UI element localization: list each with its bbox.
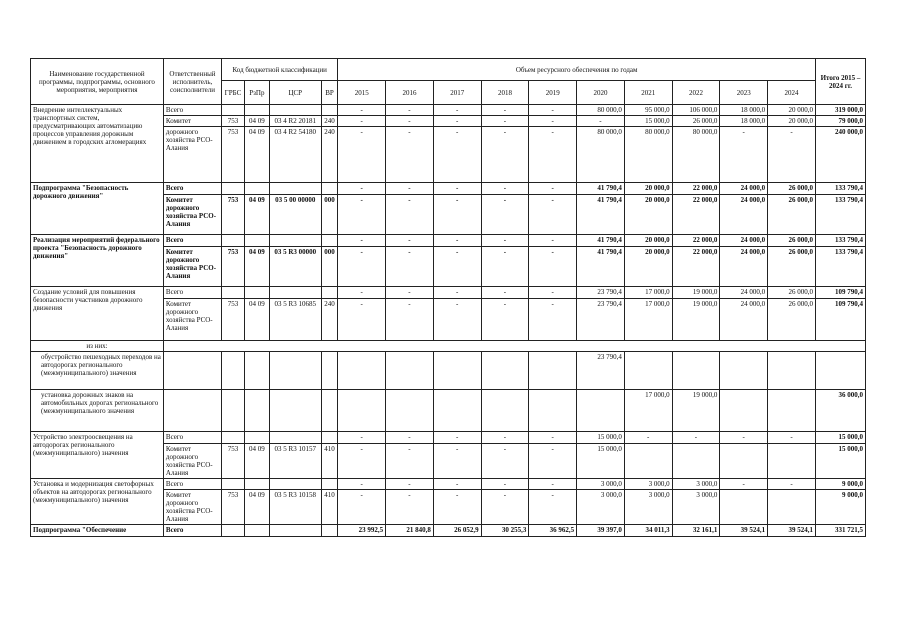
row-value-2016: - (386, 183, 434, 195)
row-value-2015: - (338, 127, 386, 183)
row-value-2019 (529, 390, 577, 432)
row-value-2016: - (386, 444, 434, 479)
row-value-2024 (768, 352, 816, 390)
budget-table (30, 58, 866, 537)
row-grbs (222, 287, 245, 299)
row-value-2023: - (720, 127, 768, 183)
row-csr (269, 479, 321, 490)
row-value-2018: - (481, 183, 529, 195)
row-value-2016: 21 840,8 (386, 525, 434, 537)
row-value-2015: - (338, 195, 386, 235)
row-value-2015: - (338, 444, 386, 479)
row-value-2022: 22 000,0 (672, 247, 720, 287)
row-value-2015 (338, 390, 386, 432)
row-rzpr (244, 432, 269, 444)
row-value-2018: - (481, 116, 529, 127)
row-value-2019: - (529, 287, 577, 299)
row-value-2019: - (529, 235, 577, 247)
row-value-2019 (529, 352, 577, 390)
note-row (31, 341, 866, 352)
row-name: Устройство электроосвещения на автодорогах регионального (межмуниципального) значения (31, 432, 164, 479)
row-csr (269, 235, 321, 247)
header-codes: Код бюджетной классификации (222, 59, 338, 81)
row-grbs (222, 525, 245, 537)
row-name: обустройство пешеходных переходов на автодорогах регионального (межмуниципального) значения (31, 352, 164, 390)
row-value-2023 (720, 490, 768, 525)
row-csr: 03 5 00 00000 (269, 195, 321, 235)
row-total: 240 000,0 (815, 127, 865, 183)
row-value-2017: - (433, 247, 481, 287)
row-total: 15 000,0 (815, 432, 865, 444)
row-grbs: 753 (222, 247, 245, 287)
table-row (31, 287, 866, 299)
row-value-2019: - (529, 479, 577, 490)
header-responsible: Ответственный исполнитель, соисполнители (163, 59, 221, 105)
header-volume: Объем ресурсного обеспечения по годам (338, 59, 816, 81)
row-value-2021: - (624, 432, 672, 444)
row-name: Реализация мероприятий федерального проекта "Безопасность дорожного движения" (31, 235, 164, 287)
row-value-2019: - (529, 183, 577, 195)
row-grbs (222, 390, 245, 432)
row-value-2020: 41 790,4 (577, 195, 625, 235)
row-vr: 000 (321, 247, 338, 287)
table-row (31, 525, 866, 537)
row-value-2021 (624, 352, 672, 390)
row-value-2015: - (338, 235, 386, 247)
row-value-2017: - (433, 105, 481, 116)
row-value-2017: - (433, 183, 481, 195)
row-grbs: 753 (222, 116, 245, 127)
row-value-2022: 19 000,0 (672, 287, 720, 299)
row-value-2022: 3 000,0 (672, 479, 720, 490)
row-grbs: 753 (222, 195, 245, 235)
row-value-2022: 80 000,0 (672, 127, 720, 183)
row-vr: 000 (321, 195, 338, 235)
row-vr (321, 235, 338, 247)
header-year-1: 2016 (386, 81, 434, 105)
row-vr: 240 (321, 116, 338, 127)
row-csr (269, 525, 321, 537)
header-code-3: ВР (321, 81, 338, 105)
row-vr (321, 432, 338, 444)
row-total: 109 790,4 (815, 287, 865, 299)
row-grbs (222, 105, 245, 116)
row-value-2016 (386, 352, 434, 390)
row-value-2024: - (768, 479, 816, 490)
row-value-2017: - (433, 287, 481, 299)
row-value-2022: 26 000,0 (672, 116, 720, 127)
row-value-2016: - (386, 299, 434, 341)
row-total: 9 000,0 (815, 479, 865, 490)
row-value-2024: 26 000,0 (768, 287, 816, 299)
row-vr (321, 183, 338, 195)
row-value-2022: 19 000,0 (672, 390, 720, 432)
row-total: 79 000,0 (815, 116, 865, 127)
header-year-9: 2024 (768, 81, 816, 105)
row-vr (321, 287, 338, 299)
row-responsible: Всего (163, 432, 221, 444)
row-total: 133 790,4 (815, 247, 865, 287)
row-value-2024: - (768, 432, 816, 444)
row-vr (321, 390, 338, 432)
row-value-2015 (338, 352, 386, 390)
row-value-2015: - (338, 183, 386, 195)
row-value-2023: 18 000,0 (720, 116, 768, 127)
header-code-0: ГРБС (222, 81, 245, 105)
header-year-4: 2019 (529, 81, 577, 105)
row-rzpr (244, 479, 269, 490)
row-value-2017: - (433, 432, 481, 444)
row-value-2018: 30 255,3 (481, 525, 529, 537)
row-value-2016: - (386, 247, 434, 287)
row-grbs (222, 479, 245, 490)
budget-table-sheet (30, 58, 866, 537)
header-year-2: 2017 (433, 81, 481, 105)
row-value-2016: - (386, 432, 434, 444)
row-value-2019: - (529, 247, 577, 287)
row-csr: 03 5 R3 10685 (269, 299, 321, 341)
row-value-2021: 34 011,3 (624, 525, 672, 537)
row-value-2023: 24 000,0 (720, 287, 768, 299)
row-value-2022: 22 000,0 (672, 183, 720, 195)
row-name: Создание условий для повышения безопасности участников дорожного движения (31, 287, 164, 341)
row-vr (321, 525, 338, 537)
row-responsible (163, 390, 221, 432)
row-vr: 240 (321, 299, 338, 341)
row-value-2018: - (481, 247, 529, 287)
row-value-2022 (672, 444, 720, 479)
row-value-2020: 39 397,0 (577, 525, 625, 537)
row-value-2021: 17 000,0 (624, 390, 672, 432)
row-value-2021: 3 000,0 (624, 490, 672, 525)
header-year-7: 2022 (672, 81, 720, 105)
table-row (31, 235, 866, 247)
row-rzpr: 04 09 (244, 116, 269, 127)
row-value-2016: - (386, 287, 434, 299)
row-value-2021: 17 000,0 (624, 299, 672, 341)
row-rzpr (244, 352, 269, 390)
table-row (31, 105, 866, 116)
row-responsible: Всего (163, 235, 221, 247)
row-value-2024: 26 000,0 (768, 247, 816, 287)
row-value-2016: - (386, 195, 434, 235)
row-responsible: Комитет (163, 116, 221, 127)
row-value-2023: 24 000,0 (720, 235, 768, 247)
row-value-2021: 17 000,0 (624, 287, 672, 299)
row-value-2019: - (529, 116, 577, 127)
row-value-2015: - (338, 432, 386, 444)
row-value-2017: - (433, 479, 481, 490)
row-rzpr (244, 287, 269, 299)
row-value-2018: - (481, 479, 529, 490)
row-value-2019: - (529, 490, 577, 525)
row-value-2017: - (433, 116, 481, 127)
row-grbs (222, 183, 245, 195)
row-total: 331 721,5 (815, 525, 865, 537)
row-rzpr: 04 09 (244, 444, 269, 479)
row-rzpr (244, 183, 269, 195)
row-vr (321, 105, 338, 116)
row-rzpr: 04 09 (244, 490, 269, 525)
row-total: 133 790,4 (815, 235, 865, 247)
row-responsible: Всего (163, 287, 221, 299)
row-value-2023: - (720, 479, 768, 490)
header-total: Итого 2015 – 2024 гг. (815, 59, 865, 105)
row-value-2024: 39 524,1 (768, 525, 816, 537)
row-rzpr: 04 09 (244, 195, 269, 235)
row-value-2024: 26 000,0 (768, 235, 816, 247)
table-row (31, 479, 866, 490)
row-responsible: дорожного хозяйства РСО-Алания (163, 127, 221, 183)
row-value-2024: - (768, 127, 816, 183)
row-value-2016: - (386, 127, 434, 183)
row-value-2020: 23 790,4 (577, 352, 625, 390)
row-value-2021: 95 000,0 (624, 105, 672, 116)
row-value-2018: - (481, 195, 529, 235)
row-grbs: 753 (222, 444, 245, 479)
row-value-2015: - (338, 287, 386, 299)
row-value-2019: - (529, 195, 577, 235)
row-total: 109 790,4 (815, 299, 865, 341)
row-value-2016: - (386, 490, 434, 525)
row-value-2018: - (481, 444, 529, 479)
row-responsible: Комитет дорожного хозяйства РСО-Алания (163, 299, 221, 341)
row-value-2023: 18 000,0 (720, 105, 768, 116)
row-csr (269, 352, 321, 390)
row-value-2018: - (481, 490, 529, 525)
row-total: 319 000,0 (815, 105, 865, 116)
row-value-2024: 26 000,0 (768, 195, 816, 235)
row-value-2019: 36 962,5 (529, 525, 577, 537)
row-csr (269, 287, 321, 299)
row-total: 133 790,4 (815, 183, 865, 195)
row-value-2024: 26 000,0 (768, 299, 816, 341)
header-year-8: 2023 (720, 81, 768, 105)
row-value-2023: 24 000,0 (720, 247, 768, 287)
row-name: Установка и модернизация светофорных объектов на автодорогах регионального (межмуниципального) значения (31, 479, 164, 525)
row-total: 133 790,4 (815, 195, 865, 235)
row-value-2021: 20 000,0 (624, 235, 672, 247)
row-value-2016: - (386, 116, 434, 127)
row-name: Подпрограмма "Безопасность дорожного движения" (31, 183, 164, 235)
row-value-2015: - (338, 247, 386, 287)
row-value-2017 (433, 390, 481, 432)
row-csr (269, 183, 321, 195)
row-rzpr (244, 525, 269, 537)
row-value-2020: 15 000,0 (577, 444, 625, 479)
row-responsible: Комитет дорожного хозяйства РСО-Алания (163, 247, 221, 287)
row-vr (321, 352, 338, 390)
row-rzpr: 04 09 (244, 299, 269, 341)
row-value-2021 (624, 444, 672, 479)
row-value-2022: 19 000,0 (672, 299, 720, 341)
row-grbs (222, 352, 245, 390)
row-responsible: Комитет дорожного хозяйства РСО-Алания (163, 444, 221, 479)
row-vr: 410 (321, 490, 338, 525)
row-total: 9 000,0 (815, 490, 865, 525)
header-year-0: 2015 (338, 81, 386, 105)
row-value-2016: - (386, 105, 434, 116)
row-value-2016: - (386, 479, 434, 490)
row-value-2016: - (386, 235, 434, 247)
row-value-2023: - (720, 432, 768, 444)
row-value-2021: 3 000,0 (624, 479, 672, 490)
table-row (31, 183, 866, 195)
row-responsible: Всего (163, 525, 221, 537)
table-row (31, 390, 866, 432)
header-year-3: 2018 (481, 81, 529, 105)
row-value-2020: 3 000,0 (577, 479, 625, 490)
row-responsible (163, 352, 221, 390)
row-value-2018: - (481, 235, 529, 247)
header-name: Наименование государственной программы, подпрограммы, основного мероприятия, мероприятия (31, 59, 164, 105)
row-value-2017: - (433, 299, 481, 341)
row-name: установка дорожных знаков на автомобильных дорогах регионального (межмуниципального значения (31, 390, 164, 432)
row-value-2023: 24 000,0 (720, 299, 768, 341)
row-value-2019: - (529, 444, 577, 479)
row-value-2023: 24 000,0 (720, 183, 768, 195)
row-value-2022: 3 000,0 (672, 490, 720, 525)
header-code-2: ЦСР (269, 81, 321, 105)
row-value-2018: - (481, 105, 529, 116)
row-value-2015: - (338, 105, 386, 116)
row-rzpr (244, 235, 269, 247)
row-value-2018: - (481, 127, 529, 183)
row-value-2021: 20 000,0 (624, 183, 672, 195)
row-value-2024: 20 000,0 (768, 116, 816, 127)
row-value-2023: 24 000,0 (720, 195, 768, 235)
row-value-2023 (720, 390, 768, 432)
row-value-2022: 22 000,0 (672, 195, 720, 235)
row-value-2022 (672, 352, 720, 390)
row-csr: 03 4 R2 20181 (269, 116, 321, 127)
row-value-2024 (768, 490, 816, 525)
row-responsible: Всего (163, 105, 221, 116)
row-grbs (222, 432, 245, 444)
row-value-2024: 20 000,0 (768, 105, 816, 116)
row-value-2021: 20 000,0 (624, 247, 672, 287)
row-value-2023 (720, 444, 768, 479)
row-value-2020: 41 790,4 (577, 247, 625, 287)
row-value-2017: - (433, 235, 481, 247)
row-vr (321, 479, 338, 490)
row-rzpr (244, 390, 269, 432)
row-grbs: 753 (222, 127, 245, 183)
row-value-2015: - (338, 490, 386, 525)
row-responsible: Всего (163, 183, 221, 195)
row-rzpr (244, 105, 269, 116)
row-value-2022: 32 161,1 (672, 525, 720, 537)
row-csr (269, 105, 321, 116)
row-value-2024 (768, 390, 816, 432)
note-label: из них: (31, 341, 164, 352)
row-value-2020: - (577, 116, 625, 127)
row-csr: 03 5 R3 10158 (269, 490, 321, 525)
row-value-2019: - (529, 432, 577, 444)
row-value-2020: 80 000,0 (577, 127, 625, 183)
row-value-2018: - (481, 299, 529, 341)
row-value-2020: 15 000,0 (577, 432, 625, 444)
row-csr: 03 5 R3 00000 (269, 247, 321, 287)
row-value-2018 (481, 352, 529, 390)
note-empty (163, 341, 865, 352)
row-value-2020 (577, 390, 625, 432)
row-value-2020: 41 790,4 (577, 183, 625, 195)
row-value-2017: - (433, 490, 481, 525)
row-value-2022: 106 000,0 (672, 105, 720, 116)
row-value-2017 (433, 352, 481, 390)
row-value-2024: 26 000,0 (768, 183, 816, 195)
row-value-2017: - (433, 195, 481, 235)
row-value-2022: 22 000,0 (672, 235, 720, 247)
row-value-2015: 23 992,5 (338, 525, 386, 537)
row-value-2020: 3 000,0 (577, 490, 625, 525)
row-value-2015: - (338, 299, 386, 341)
row-value-2019: - (529, 127, 577, 183)
row-value-2020: 41 790,4 (577, 235, 625, 247)
row-total (815, 352, 865, 390)
row-value-2016 (386, 390, 434, 432)
row-value-2020: 23 790,4 (577, 299, 625, 341)
row-csr: 03 5 R3 10157 (269, 444, 321, 479)
row-vr: 240 (321, 127, 338, 183)
header-year-5: 2020 (577, 81, 625, 105)
row-value-2017: 26 052,9 (433, 525, 481, 537)
row-total: 36 000,0 (815, 390, 865, 432)
row-rzpr: 04 09 (244, 127, 269, 183)
row-name: Внедрение интеллектуальных транспортных систем, предусматривающих автоматизацию процессов управления дорожным движением в городских агломерациях (31, 105, 164, 183)
header-code-1: РзПр (244, 81, 269, 105)
row-name: Подпрограмма "Обеспечение (31, 525, 164, 537)
row-value-2023 (720, 352, 768, 390)
row-value-2019: - (529, 105, 577, 116)
row-grbs: 753 (222, 490, 245, 525)
row-responsible: Комитет дорожного хозяйства РСО-Алания (163, 490, 221, 525)
row-responsible: Всего (163, 479, 221, 490)
header-year-6: 2021 (624, 81, 672, 105)
row-csr (269, 390, 321, 432)
row-value-2020: 23 790,4 (577, 287, 625, 299)
row-total: 15 000,0 (815, 444, 865, 479)
row-value-2018: - (481, 432, 529, 444)
row-value-2017: - (433, 444, 481, 479)
row-responsible: Комитет дорожного хозяйства РСО-Алания (163, 195, 221, 235)
row-grbs: 753 (222, 299, 245, 341)
row-value-2021: 15 000,0 (624, 116, 672, 127)
row-value-2024 (768, 444, 816, 479)
row-value-2023: 39 524,1 (720, 525, 768, 537)
table-row (31, 432, 866, 444)
row-vr: 410 (321, 444, 338, 479)
row-csr (269, 432, 321, 444)
row-value-2015: - (338, 479, 386, 490)
row-csr: 03 4 R2 54180 (269, 127, 321, 183)
row-value-2018: - (481, 287, 529, 299)
row-value-2019: - (529, 299, 577, 341)
row-value-2021: 20 000,0 (624, 195, 672, 235)
row-grbs (222, 235, 245, 247)
row-value-2022: - (672, 432, 720, 444)
table-row (31, 352, 866, 390)
row-value-2021: 80 000,0 (624, 127, 672, 183)
row-value-2017: - (433, 127, 481, 183)
row-value-2018 (481, 390, 529, 432)
row-rzpr: 04 09 (244, 247, 269, 287)
row-value-2015: - (338, 116, 386, 127)
row-value-2020: 80 000,0 (577, 105, 625, 116)
